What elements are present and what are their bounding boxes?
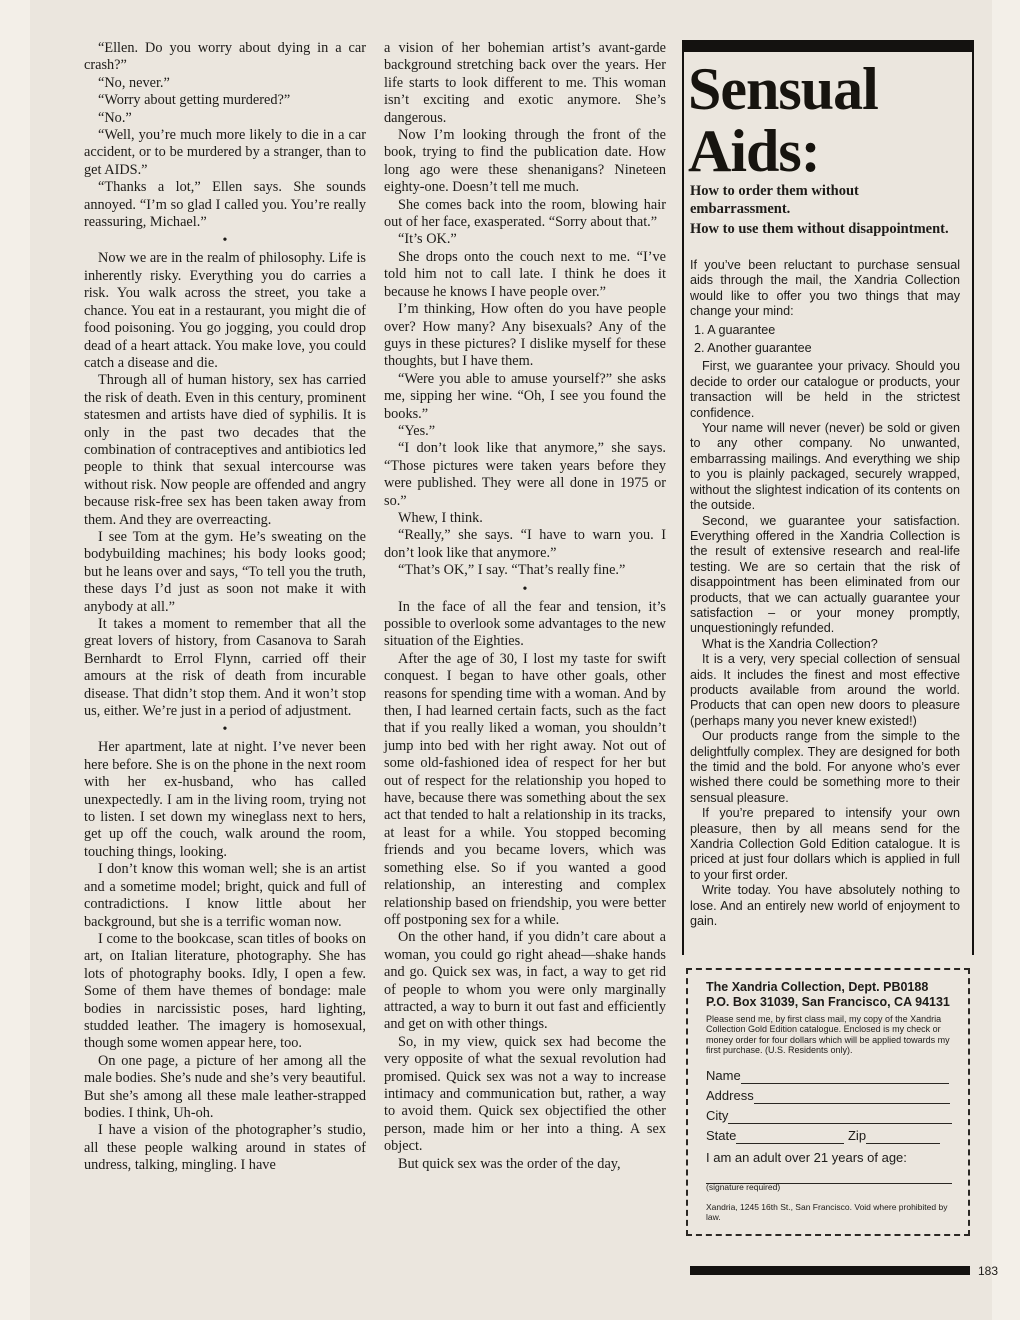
paragraph: 2. Another guarantee [694,341,812,356]
ad-subhead-order: How to order them without embarrassment. [690,183,859,217]
paragraph: Now we are in the realm of philosophy. Life is inherently risky. Everything you do carries a risk. You walk across the street, you take a chance. You eat in a restaurant, you might die of food poisoning. You go jogging, you could drop dead of a heart attack. You make love, you could catch a disease and die. [84,250,366,371]
state-label: State [706,1128,737,1143]
section-break-bullet: • [522,581,528,597]
paragraph: Write today. You have absolutely nothing to lose. And an entirely new world of enjoyment to gain. [690,883,960,929]
paragraph: Second, we guarantee your satisfaction. Everything offered in the Xandria Collection is the result of extensive research and real-life testing. We are so certain that the risk of disappointment has been eliminated from our products, that we can actually guarantee your satisfaction – or your money promptly, unquestioningly refunded. [690,513,960,636]
paragraph: In the face of all the fear and tension, it’s possible to overlook some advantages to the new situation of the Eighties. [384,598,666,650]
state-input-line[interactable] [736,1131,844,1144]
ad-border-left [682,40,684,955]
coupon-instructions: Please send me, by first class mail, my copy of the Xandria Collection Gold Edition catalogue. Enclosed is my check or money order for four dollars which will be applied towards my first purchase. (U.S. Residents only). [706,1014,950,1056]
ad-subhead-use: How to use them without disappointment. [690,221,949,237]
headline-line-2: Aids: [688,118,820,184]
paragraph: “Really,” she says. “I have to warn you. I don’t look like that anymore.” [384,527,666,561]
paragraph: “That’s OK,” I say. “That’s really fine.” [398,562,626,579]
coupon-dept-line: The Xandria Collection, Dept. PB0188 [706,980,929,994]
paragraph: I come to the bookcase, scan titles of books on art, on Italian literature, photography. She has lots of photography books. Idly, I open a few. Some of them have themes of bondage: male bodies in narcissistic poses, hard lighting, studded leather. The imagery is homosexual, though some women appear here, too. [84,930,366,1052]
paragraph: a vision of her bohemian artist’s avant-garde background stretching back over the years. Her life starts to look different to me. This woman isn’t exciting and exotic anymore. She’s dangerous. [384,40,666,126]
coupon-po-box-line: P.O. Box 31039, San Francisco, CA 94131 [706,995,950,1009]
name-field[interactable] [706,1068,949,1084]
paragraph: She comes back into the room, blowing hair out of her face, exasperated. “Sorry about that.” [384,196,666,231]
paragraph: Through all of human history, sex has carried the risk of death. Even in this century, prominent statesmen and artists have died of syphilis. It is only in the past two decades that the combination of contraceptives and antibiotics led people to think that sexual intercourse was without risk. Now people are offended and angry because risk-free sex has been taken away from them. And they are overreacting. [84,372,366,528]
ad-bottom-rule [690,1266,970,1275]
paragraph: “Thanks a lot,” Ellen says. She sounds annoyed. “I’m so glad I called you. You’re really reassuring, Michael.” [84,179,366,231]
paragraph: If you’re prepared to intensify your own pleasure, then by all means send for the Xandria Collection Gold Edition catalogue. It is priced at just four dollars which is applied in full to your first order. [690,806,960,882]
paragraph: “Yes.” [398,422,436,439]
headline-line-1: Sensual [688,56,878,122]
paragraph: “It’s OK.” [398,231,457,248]
address-field[interactable] [706,1088,950,1104]
address-label: Address [706,1088,754,1103]
paragraph: “I don’t look like that anymore,” she says. “Those pictures were taken years before they were published. They were all done in 1975 or so.” [384,440,666,509]
paragraph: “No, never.” [98,74,170,91]
paragraph: First, we guarantee your privacy. Should you decide to order our catalogue or products, your transaction will be held in the strictest confidence. [690,359,960,420]
name-input-line[interactable] [741,1071,949,1084]
article-column-middle [384,40,666,1173]
paragraph: What is the Xandria Collection? [702,636,878,651]
paragraph: Her apartment, late at night. I’ve never been here before. She is on the phone in the next room with her ex-husband, who has called unexpectedly. I am in the living room, trying not to listen. I set down my wineglass next to hers, get up off the couch, walk around the room, touching things, looking. [84,739,366,860]
paragraph: I see Tom at the gym. He’s sweating on the bodybuilding machines; his body looks good; but he leans over and says, “To tell you the truth, these days I’d just as soon not make it with anybody at all.” [84,528,366,615]
city-field[interactable] [706,1108,952,1124]
ad-border-right [972,40,974,955]
city-input-line[interactable] [728,1111,952,1124]
paragraph: It takes a moment to remember that all the great lovers of history, from Casanova to Sarah Bernhardt to Errol Flynn, carried off their amours at the risk of death from incurable disease. That didn’t stop them. And it won’t stop us, either. We’re just in a period of adjustment. [84,616,366,720]
zip-input-line[interactable] [866,1131,940,1144]
ad-body-copy [690,258,960,929]
address-input-line[interactable] [754,1091,950,1104]
paragraph: If you’ve been reluctant to purchase sensual aids through the mail, the Xandria Collection would like to offer you two things that may change your mind: [690,258,960,319]
paragraph: But quick sex was the order of the day, [398,1155,621,1172]
name-label: Name [706,1068,741,1083]
paragraph: Now I’m looking through the front of the book, trying to find the publication date. How long ago were these shenanigans? Nineteen eighty-one. Doesn’t tell me much. [384,127,666,196]
paragraph: 1. A guarantee [694,322,776,337]
section-break-bullet: • [222,233,228,249]
paragraph: I have a vision of the photographer’s studio, all these people walking around in states of undress, talking, mingling. I have [84,1122,366,1174]
adult-confirmation: I am an adult over 21 years of age: [706,1150,907,1165]
paragraph: “Worry about getting murdered?” [98,92,291,109]
xandria-advertisement [682,40,974,1262]
paragraph: “No.” [98,109,132,126]
article-column-left [84,40,366,1175]
page-number: 183 [978,1264,999,1278]
paragraph: She drops onto the couch next to me. “I’ve told him not to call late. I think he does it because he knows I have people over.” [384,248,666,300]
paragraph: “Well, you’re much more likely to die in a car accident, or to be murdered by a stranger, than to get AIDS.” [84,127,366,178]
paragraph: Your name will never (never) be sold or given to any other company. No unwanted, embarrassing mailings. And everything we ship to you is plainly packaged, securely wrapped, without the slightest indication of its contents on the outside. [690,421,960,513]
coupon-address [706,980,950,1010]
ad-top-rule [682,40,974,52]
ad-headline [688,58,878,182]
order-coupon[interactable] [686,968,970,1236]
coupon-legal-footer: Xandria, 1245 16th St., San Francisco. Void where prohibited by law. [706,1202,948,1222]
signature-label: (signature required) [706,1182,781,1192]
paragraph: So, in my view, quick sex had become the very opposite of what the sexual revolution had promised. Quick sex was not a way to increase intimacy and communication but, rather, a way to avoid them. Quick sex objectified the other person, made him or her into a thing. A sex object. [384,1033,666,1155]
state-zip-field[interactable] [706,1128,940,1144]
paragraph: On the other hand, if you didn’t care about a woman, you could go right ahead—shake hands and go. Quick sex was, in fact, a way to get rid of people to whom you were only marginally attracted, a way to burn it out fast and efficiently and get on with other things. [384,929,666,1033]
paragraph: It is a very, very special collection of sensual aids. It includes the finest and most effective products available from around the world. Products that can open new doors to pleasure (perhaps many you never knew existed!) [690,652,960,728]
zip-label: Zip [847,1128,867,1143]
city-label: City [706,1108,729,1123]
paragraph: “Ellen. Do you worry about dying in a car crash?” [84,40,366,74]
paragraph: “Were you able to amuse yourself?” she asks me, sipping her wine. “Oh, I see you found the books.” [384,370,666,422]
magazine-page [30,0,999,1320]
section-break-bullet: • [222,722,228,738]
paragraph: After the age of 30, I lost my taste for swift conquest. I began to have other goals, other reasons for spending time with a woman. And by then, I had learned certain facts, such as the fact that if you really liked a woman, you shouldn’t jump into bed with her right away. Not out of some old-fashioned idea of respect for her but out of respect for the relationship you hoped to have, because there was something about the sex act that tended to halt a relationship in its tracks, at least for a while. You stopped becoming friends and you became lovers, which was something else. So if you wanted a good relationship, an interesting and complex relationship based on friendship, you were better off postponing sex for a while. [384,650,666,928]
paragraph: I don’t know this woman well; she is an artist and a sometime model; bright, quick and full of contradictions. I know little about her background, but she is a terrific woman now. [84,861,366,930]
paragraph: Our products range from the simple to the delightfully complex. They are designed for both the timid and the bold. For anyone who’s ever wished there could be something more to their sensual pleasure. [690,729,960,805]
paragraph: I’m thinking, How often do you have people over? How many? Any bisexuals? Any of the guys in these pictures? I dislike myself for these thoughts, but I have them. [384,301,666,370]
paragraph: Whew, I think. [398,509,483,526]
paragraph: On one page, a picture of her among all the male bodies. She’s nude and she’s very beautiful. But she’s among all these male leather-strapped bodies. I think, Uh-oh. [84,1052,366,1121]
